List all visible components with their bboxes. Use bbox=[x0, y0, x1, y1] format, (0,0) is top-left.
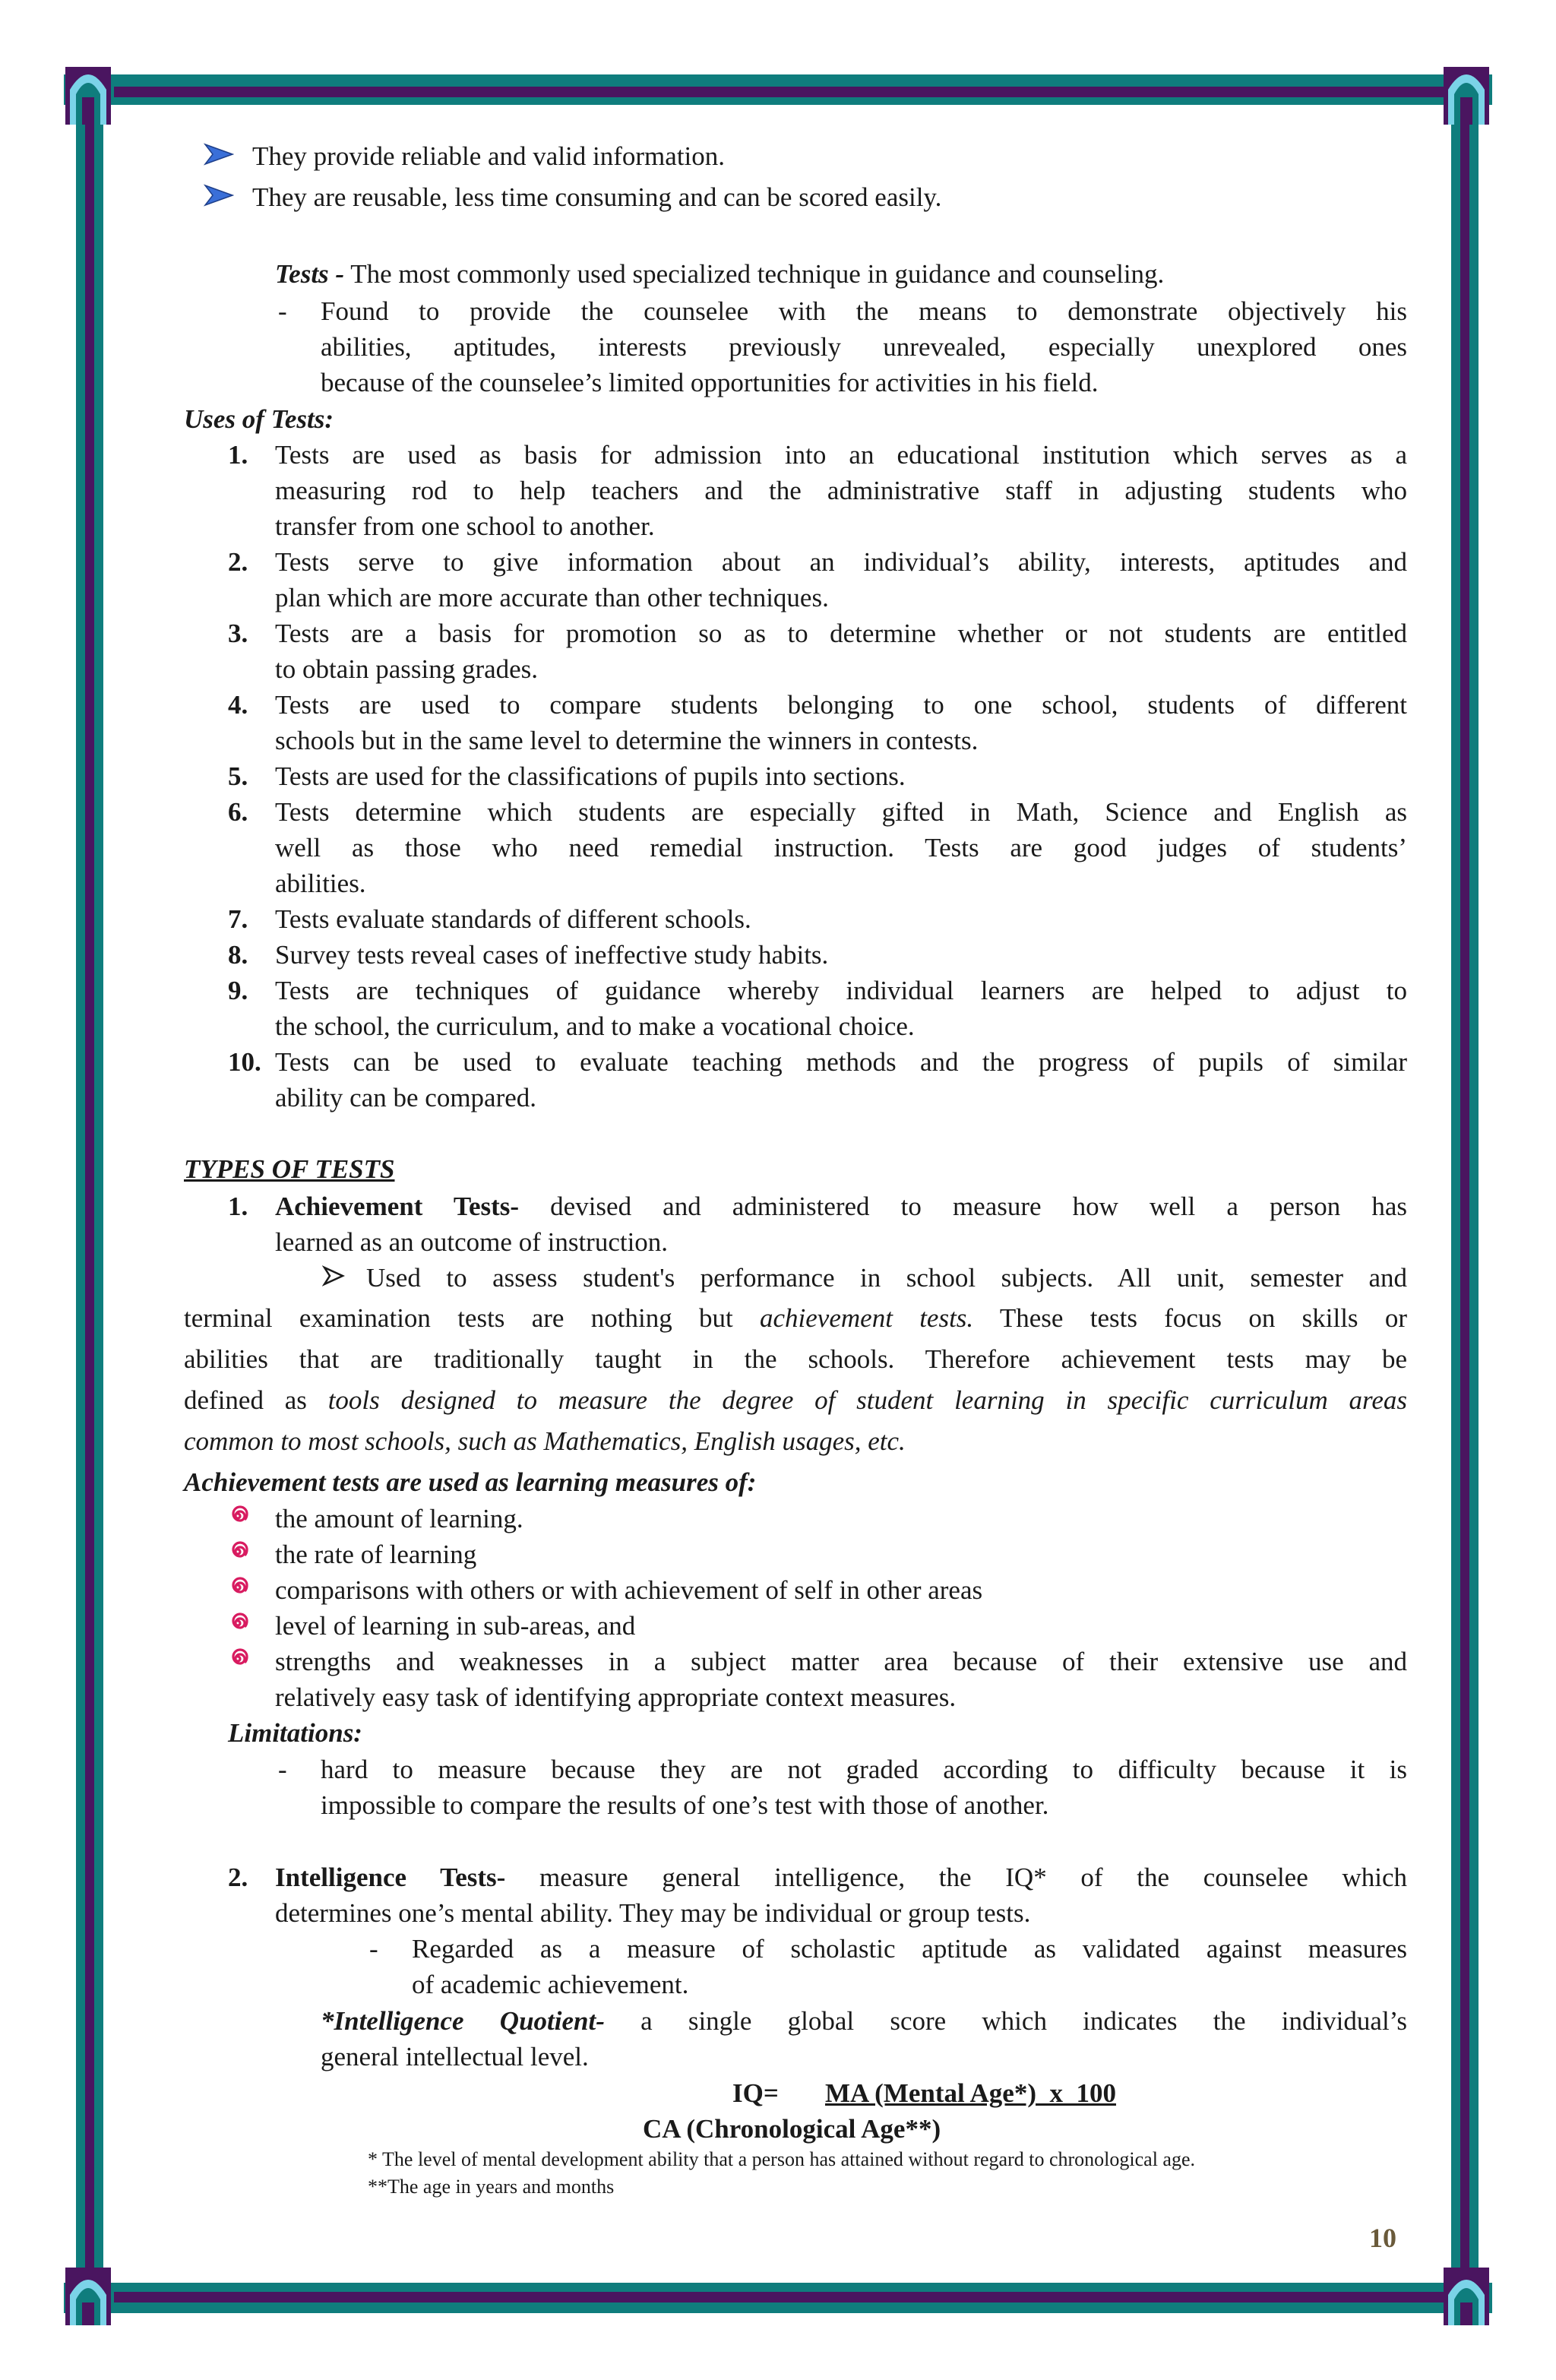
types-heading: TYPES OF TESTS bbox=[184, 1154, 395, 1184]
list-item-line: Tests determine which students are especially gifted in Math, Science and English as bbox=[275, 797, 1407, 827]
achievement-sub-bullet: Used to assess student's performance in school subjects. All unit, semester and bbox=[366, 1263, 1407, 1293]
list-item-line: to obtain passing grades. bbox=[275, 654, 539, 684]
list-item-line: measuring rod to help teachers and the administrative staff in adjusting students who bbox=[275, 476, 1407, 505]
list-item-line: plan which are more accurate than other techniques. bbox=[275, 583, 829, 612]
list-item-line: abilities. bbox=[275, 869, 366, 898]
list-item-line: well as those who need remedial instruction. Tests are good judges of students’ bbox=[275, 833, 1407, 862]
tests-text: The most commonly used specialized technique in guidance and counseling. bbox=[350, 259, 1165, 289]
list-item-line: Survey tests reveal cases of ineffective study habits. bbox=[275, 940, 829, 970]
achievement-desc: devised and administered to measure how well a person has bbox=[550, 1192, 1408, 1221]
blue-arrow-icon bbox=[204, 184, 234, 207]
achievement-para-line: abilities that are traditionally taught in the schools. Therefore achievement tests may be bbox=[184, 1344, 1407, 1374]
list-number: 2. bbox=[228, 1863, 248, 1892]
iq-term: *Intelligence Quotient- bbox=[321, 2006, 605, 2036]
intelligence-dash-line: Regarded as a measure of scholastic aptitude as validated against measures bbox=[412, 1934, 1407, 1964]
dash-icon: - bbox=[369, 1934, 378, 1964]
list-number: 10. bbox=[228, 1047, 261, 1077]
dash-icon: - bbox=[278, 1755, 287, 1784]
intelligence-line2: determines one’s mental ability. They may be individual or group tests. bbox=[275, 1898, 1031, 1928]
list-item-line: Tests evaluate standards of different schools. bbox=[275, 904, 751, 934]
bullet-text: They provide reliable and valid information. bbox=[252, 141, 726, 171]
para-text: These tests focus on skills or bbox=[999, 1303, 1407, 1333]
measure-item: comparisons with others or with achievement of self in other areas bbox=[275, 1575, 983, 1605]
list-number: 6. bbox=[228, 797, 248, 827]
tests-dash-line: because of the counselee’s limited opportunities for activities in his field. bbox=[321, 368, 1099, 397]
formula-lhs: IQ= bbox=[732, 2078, 779, 2108]
achievement-line bbox=[275, 1188, 1407, 1224]
measure-item: the amount of learning. bbox=[275, 1504, 523, 1533]
measure-item: strengths and weaknesses in a subject matter area because of their extensive use and bbox=[275, 1647, 1407, 1676]
list-item-line: Tests are a basis for promotion so as to determine whether or not students are entitled bbox=[275, 619, 1407, 648]
list-item-line: Tests serve to give information about an individual’s ability, interests, aptitudes and bbox=[275, 547, 1407, 577]
list-number: 1. bbox=[228, 1192, 248, 1221]
iq-definition bbox=[321, 2003, 1407, 2039]
list-item-line: Tests can be used to evaluate teaching methods and the progress of pupils of similar bbox=[275, 1047, 1407, 1077]
tests-definition bbox=[275, 256, 1164, 292]
list-number: 9. bbox=[228, 976, 248, 1005]
limitation-line: hard to measure because they are not graded according to difficulty because it is bbox=[321, 1755, 1407, 1784]
achievement-title: Achievement Tests- bbox=[275, 1192, 520, 1221]
formula-numerator: MA (Mental Age*) x 100 bbox=[825, 2078, 1116, 2108]
achievement-line2: learned as an outcome of instruction. bbox=[275, 1227, 669, 1257]
intelligence-title: Intelligence Tests- bbox=[275, 1863, 506, 1892]
pink-spiral-icon bbox=[226, 1576, 249, 1599]
list-number: 7. bbox=[228, 904, 248, 934]
para-text: defined as bbox=[184, 1385, 307, 1415]
tests-term: Tests - bbox=[275, 259, 345, 289]
list-item-line: Tests are used to compare students belonging to one school, students of different bbox=[275, 690, 1407, 720]
list-item-line: the school, the curriculum, and to make a vocational choice. bbox=[275, 1011, 915, 1041]
limitations-heading: Limitations: bbox=[228, 1718, 362, 1748]
pink-spiral-icon bbox=[226, 1647, 249, 1670]
pink-spiral-icon bbox=[226, 1540, 249, 1563]
list-item-line: transfer from one school to another. bbox=[275, 511, 655, 541]
footnote: **The age in years and months bbox=[368, 2176, 615, 2198]
page-number: 10 bbox=[1369, 2223, 1396, 2253]
tests-dash-line: Found to provide the counselee with the means to demonstrate objectively his bbox=[321, 296, 1407, 326]
list-item-line: Tests are used as basis for admission into an educational institution which serves as a bbox=[275, 440, 1407, 470]
blue-arrow-icon bbox=[204, 143, 234, 166]
intelligence-desc: measure general intelligence, the IQ* of the counselee which bbox=[539, 1863, 1408, 1892]
outline-arrow-icon bbox=[322, 1265, 345, 1287]
tests-dash-line: abilities, aptitudes, interests previously unrevealed, especially unexplored ones bbox=[321, 332, 1407, 362]
intelligence-dash-line: of academic achievement. bbox=[412, 1970, 689, 1999]
list-number: 4. bbox=[228, 690, 248, 720]
list-number: 2. bbox=[228, 547, 248, 577]
para-italic: tools designed to measure the degree of student learning in specific curriculum areas bbox=[327, 1385, 1407, 1415]
measure-item-cont: relatively easy task of identifying appropriate context measures. bbox=[275, 1682, 957, 1712]
measure-item: the rate of learning bbox=[275, 1540, 477, 1569]
dash-icon: - bbox=[278, 296, 287, 326]
achievement-para-line bbox=[184, 1300, 1407, 1336]
uses-heading: Uses of Tests: bbox=[184, 404, 334, 434]
para-italic: achievement tests. bbox=[760, 1303, 974, 1333]
list-number: 8. bbox=[228, 940, 248, 970]
iq-definition-line2: general intellectual level. bbox=[321, 2042, 589, 2071]
measures-heading: Achievement tests are used as learning measures of: bbox=[184, 1467, 757, 1497]
measure-item: level of learning in sub-areas, and bbox=[275, 1611, 636, 1641]
iq-desc: a single global score which indicates the individual’s bbox=[640, 2006, 1408, 2036]
list-number: 5. bbox=[228, 761, 248, 791]
achievement-para-line bbox=[184, 1382, 1407, 1418]
list-number: 1. bbox=[228, 440, 248, 470]
intelligence-line bbox=[275, 1859, 1407, 1895]
formula-denominator: CA (Chronological Age**) bbox=[643, 2114, 941, 2144]
bullet-text: They are reusable, less time consuming and can be scored easily. bbox=[252, 182, 942, 212]
list-number: 3. bbox=[228, 619, 248, 648]
footnote: * The level of mental development ability that a person has attained without regard to chronological age. bbox=[368, 2148, 1196, 2170]
limitation-line: impossible to compare the results of one’s test with those of another. bbox=[321, 1790, 1049, 1820]
list-item-line: ability can be compared. bbox=[275, 1083, 537, 1112]
pink-spiral-icon bbox=[226, 1612, 249, 1635]
list-item-line: schools but in the same level to determine the winners in contests. bbox=[275, 726, 979, 755]
list-item-line: Tests are used for the classifications of pupils into sections. bbox=[275, 761, 906, 791]
pink-spiral-icon bbox=[226, 1505, 249, 1527]
achievement-para-line: common to most schools, such as Mathematics, English usages, etc. bbox=[184, 1426, 906, 1456]
para-text: terminal examination tests are nothing but bbox=[184, 1303, 733, 1333]
list-item-line: Tests are techniques of guidance whereby individual learners are helped to adjust to bbox=[275, 976, 1407, 1005]
